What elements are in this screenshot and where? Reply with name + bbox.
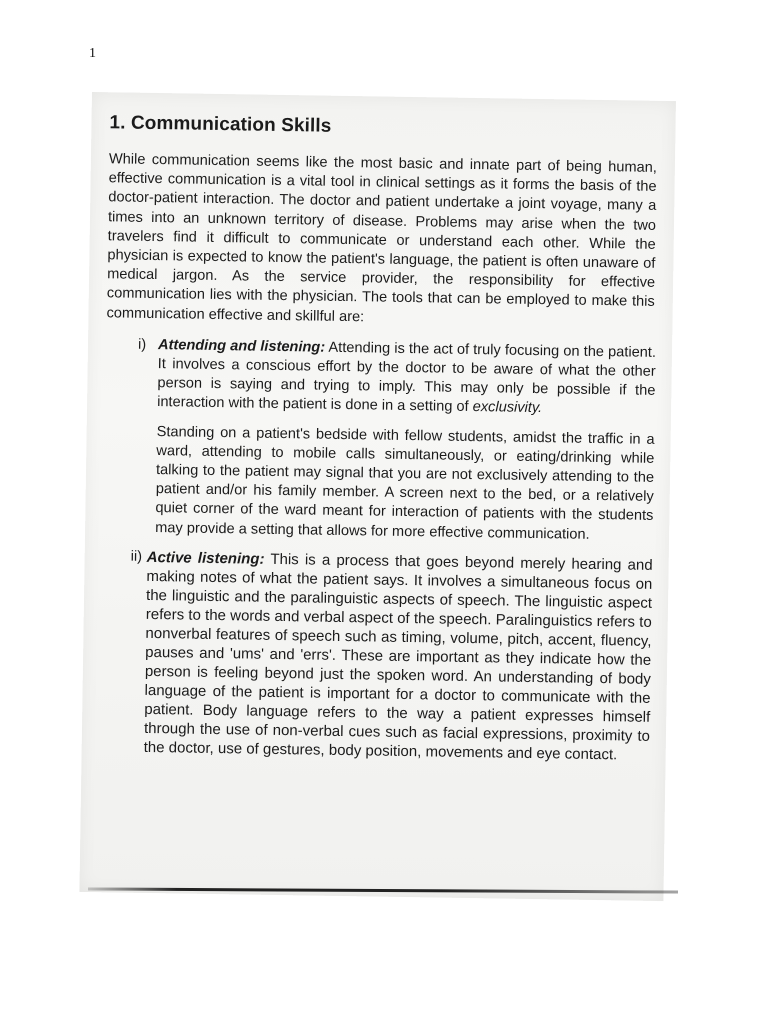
- page-number: 1: [89, 46, 96, 61]
- item-text: Attending is the act of truly focusing on the patient. It involves a conscious effort by the doctor to be aware of what the other person is saying and trying to imply. This may only be possible if the interaction with the patient is done in a setting of: [157, 339, 657, 416]
- item-paragraph: [144, 548, 653, 765]
- scanned-page: [79, 92, 675, 901]
- list-item-body: [155, 336, 656, 556]
- section-heading: 1. Communication Skills: [109, 112, 332, 137]
- list-item-attending: [135, 336, 656, 556]
- item-emphasis: exclusivity.: [472, 399, 543, 417]
- item-paragraph: [157, 336, 656, 421]
- item-paragraph-2: Standing on a patient's bedside with fellow students, amidst the traffic in a ward, attending to mobile calls simultaneously, or eating/drinking while talking to the patient may signal that you are not exclusively attending to the patient and/or his family member. A screen next to the bed, or a relatively quiet corner of the ward meant for interaction of patients with the students may provide a setting that allows for more effective communication.: [155, 423, 655, 543]
- list-marker: i): [137, 336, 147, 353]
- list-item-active-listening: [131, 548, 652, 775]
- item-text: This is a process that goes beyond merely hearing and making notes of what the patient says. It involves a simultaneous focus on the linguistic and the paralinguistic aspects of speech. The linguistic aspect refers to the words and verbal aspect of the speech. Paralinguistics refers to nonverbal features of speech such as timing, volume, pitch, accent, fluency, pauses and 'ums' and 'errs'. These are important as they indicate how the person is feeling beyond just the spoken word. An understanding of body language of the patient is important for a doctor to communicate with the patient. Body language refers to the way a patient expresses himself through the use of non-verbal cues such as facial expressions, proximity to the doctor, use of gestures, body position, movements and eye contact.: [143, 550, 653, 764]
- list-marker: ii): [130, 548, 143, 565]
- intro-paragraph: While communication seems like the most basic and innate part of being human, effective communication is a vital tool in clinical settings as it forms the basis of the doctor-patient interaction. The doctor and patient undertake a joint voyage, many a times into an unknown territory of disease. Problems may arise when the two travelers find it difficult to communicate or understand each other. While the physician is expected to know the patient's language, the patient is often unaware of medical jargon. As the service provider, the responsibility for effective communication lies with the physician. The tools that can be employed to make this communication effective and skillful are:: [106, 151, 658, 325]
- list-item-body: [143, 548, 652, 775]
- item-title: Active listening:: [146, 548, 265, 568]
- item-title: Attending and listening:: [157, 336, 326, 356]
